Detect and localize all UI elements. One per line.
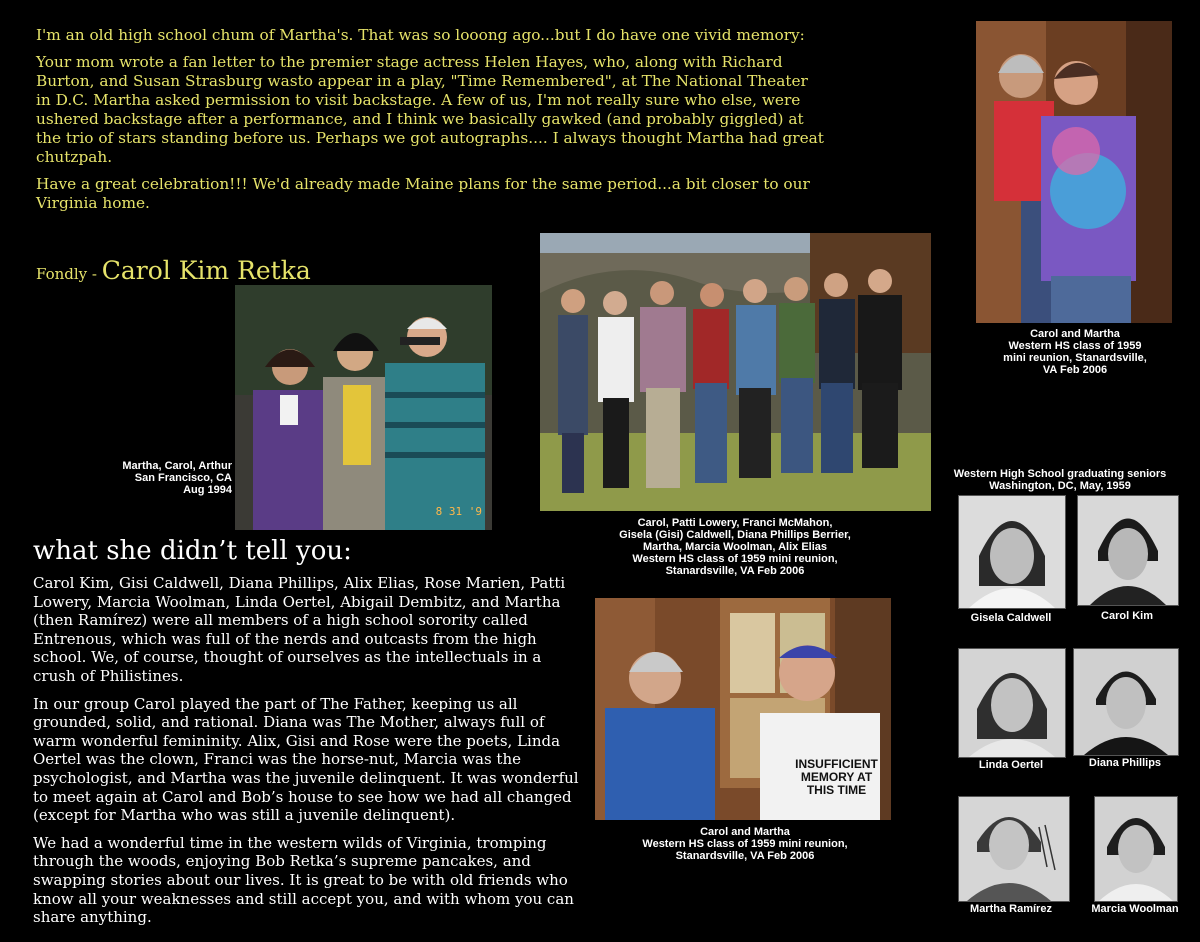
photo-group-reunion [540, 233, 931, 511]
photo-carol-martha-kitchen [595, 598, 891, 820]
date-stamp: 8 31 '9 [435, 505, 482, 518]
portrait-label: Diana Phillips [1088, 757, 1162, 769]
caption-line: Aug 1994 [183, 484, 232, 496]
caption-line: Martha, Marcia Woolman, Alix Elias [643, 541, 827, 553]
caption-line: San Francisco, CA [134, 472, 232, 484]
photo-carol-martha-hug [976, 21, 1172, 323]
section-heading: what she didn’t tell you: [33, 536, 352, 566]
caption-carol-martha-hug [975, 328, 1175, 376]
caption-line: Carol and Martha [700, 826, 790, 838]
portrait-label: Carol Kim [1101, 610, 1153, 622]
caption-line: VA Feb 2006 [1042, 364, 1108, 376]
caption-group-reunion [560, 517, 910, 577]
caption-carol-martha-kitchen [600, 826, 890, 862]
heading-line: Western High School graduating seniors [953, 468, 1167, 480]
letter-signoff [36, 256, 311, 285]
caption-line: Western HS class of 1959 mini reunion, [632, 553, 838, 565]
heading-line: Washington, DC, May, 1959 [989, 480, 1131, 492]
signoff-name: Carol Kim Retka [101, 256, 311, 285]
caption-line: Western HS class of 1959 mini reunion, [642, 838, 848, 850]
story-paragraph-3: We had a wonderful time in the western wilds of Virginia, tromping through the woods, enjoying Bob Retka’s supreme pancakes, and swapping stories about our lives. It is great to be with old friends who know all your weaknesses and still accept you, and with whom you can share anything. [33, 833, 574, 927]
story-paragraph-1: Carol Kim, Gisi Caldwell, Diana Phillips, Alix Elias, Rose Marien, Patti Lowery, Marcia Woolman, Linda Oertel, Abigail Dembitz, and Martha (then Ramírez) were all members of a high school sorority called Entrenous, which was full of the nerds and outcasts from the high school. We, of course, thought of ourselves as the intellectuals in a crush of Philistines. [33, 574, 566, 685]
yearbook-heading [940, 468, 1180, 492]
caption-line: mini reunion, Stanardsville, [1003, 352, 1147, 364]
caption-line: Western HS class of 1959 [1008, 340, 1142, 352]
photo-san-francisco [235, 285, 492, 530]
caption-line: Carol and Martha [1030, 328, 1120, 340]
shirt-text: INSUFFICIENT MEMORY AT THIS TIME [795, 757, 878, 797]
caption-line: Stanardsville, VA Feb 2006 [675, 850, 815, 862]
caption-line: Gisela (Gisi) Caldwell, Diana Phillips Berrier, [619, 529, 851, 541]
caption-line: Carol, Patti Lowery, Franci McMahon, [637, 517, 833, 529]
caption-san-francisco [90, 460, 232, 496]
story-block [33, 574, 580, 936]
portrait-carol-kim [1077, 495, 1179, 606]
portrait-linda-oertel [958, 648, 1066, 758]
portrait-label: Martha Ramírez [970, 903, 1052, 915]
story-paragraph-2: In our group Carol played the part of The Father, keeping us all grounded, solid, and rational. Diana was The Mother, always full of warm wonderful femininity. Alix, Gisi and Rose were the poets, Linda Oertel was the clown, Franci was the horse-nut, Marcia was the psychologist, and Martha was the juvenile delinquent. It was wonderful to meet again at Carol and Bob’s house to see how we had all changed (except for Martha who was still a juvenile delinquent). [33, 694, 579, 825]
letter-paragraph-1: I'm an old high school chum of Martha's. That was so looong ago...but I do have one vivid memory: [36, 26, 805, 44]
letter-block [36, 26, 826, 221]
portrait-marcia-woolman [1094, 796, 1178, 902]
portrait-label: Linda Oertel [978, 759, 1044, 771]
portrait-diana-phillips [1073, 648, 1179, 756]
caption-line: Martha, Carol, Arthur [122, 460, 232, 472]
portrait-martha-ramirez [958, 796, 1070, 902]
letter-paragraph-3: Have a great celebration!!! We'd already made Maine plans for the same period...a bit closer to our Virginia home. [36, 175, 810, 212]
portrait-label: Marcia Woolman [1091, 903, 1179, 915]
signoff-prefix: Fondly - [36, 265, 102, 283]
portrait-label: Gisela Caldwell [970, 612, 1052, 624]
letter-paragraph-2: Your mom wrote a fan letter to the premier stage actress Helen Hayes, who, along with Richard Burton, and Susan Strasburg wasto appear in a play, "Time Remembered", at The National Theater in D.C. Martha asked permission to visit backstage. A few of us, I'm not really sure who else, were ushered backstage after a performance, and I think we basically gawked (and probably giggled) at the trio of stars standing before us. Perhaps we got autographs.... I always thought Martha had great chutzpah. [36, 53, 824, 166]
caption-line: Stanardsville, VA Feb 2006 [665, 565, 805, 577]
portrait-gisela-caldwell [958, 495, 1066, 609]
